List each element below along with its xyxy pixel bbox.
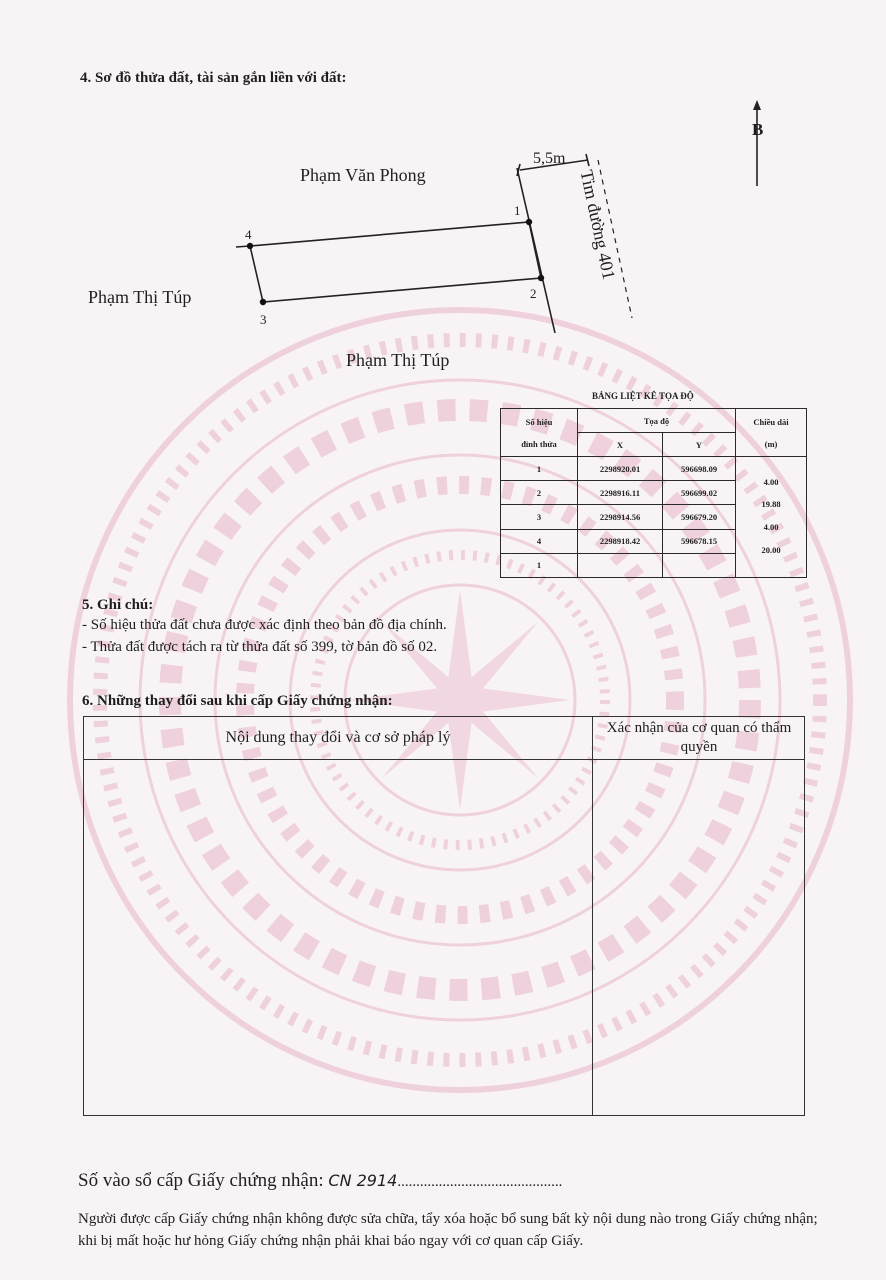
point-3-marker <box>260 299 266 305</box>
section-4-title: 4. Sơ đồ thửa đất, tài sản gắn liền với đất: <box>80 70 347 86</box>
coord-header-point: Số hiệu đỉnh thửa <box>501 409 578 457</box>
table-row: 4 2298918.42 596678.15 <box>501 529 807 553</box>
coord-header-x: X <box>578 433 663 457</box>
table-row: 2 2298916.11 596699.02 <box>501 481 807 505</box>
point-2-marker <box>538 275 544 281</box>
point-label-4: 4 <box>245 227 252 242</box>
coord-table-title: BẢNG LIỆT KÊ TỌA ĐỘ <box>592 391 694 401</box>
registry-label: Số vào sổ cấp Giấy chứng nhận: <box>78 1170 324 1191</box>
point-label-3: 3 <box>260 312 267 327</box>
length-1-2: 4.00 <box>763 477 779 487</box>
road-distance-label: 5,5m <box>533 150 566 167</box>
point-label-2: 2 <box>530 286 537 301</box>
coord-header-y: Y <box>663 433 736 457</box>
length-column <box>736 457 807 578</box>
length-2-3: 19.88 <box>761 499 781 509</box>
north-label: B <box>752 120 764 139</box>
coord-header-coord: Tọa độ <box>578 409 736 433</box>
changes-content-header: Nội dung thay đổi và cơ sở pháp lý <box>225 729 451 746</box>
length-4-1: 20.00 <box>761 545 781 555</box>
point-label-1: 1 <box>514 203 521 218</box>
point-1-marker <box>526 219 532 225</box>
changes-table <box>83 716 805 1116</box>
section-6-title: 6. Những thay đổi sau khi cấp Giấy chứng nhận: <box>82 693 393 709</box>
section-5-title: 5. Ghi chú: <box>82 597 154 613</box>
table-row: 1 2298920.01 596698.09 4.00 19.88 4.00 20.00 <box>501 457 807 481</box>
registry-dots: ............................................ <box>397 1174 563 1190</box>
registry-line <box>78 1170 562 1192</box>
note-1: - Số hiệu thửa đất chưa được xác định theo bản đồ địa chính. <box>82 617 447 633</box>
table-row: 1 <box>501 553 807 577</box>
coord-table <box>500 408 807 578</box>
column-divider <box>592 717 593 1115</box>
neighbor-top: Phạm Văn Phong <box>300 165 426 185</box>
note-2: - Thửa đất được tách ra từ thửa đất số 399, tờ bản đồ số 02. <box>82 639 438 655</box>
table-row: 3 2298914.56 596679.20 <box>501 505 807 529</box>
neighbor-bottom: Phạm Thị Túp <box>346 350 450 370</box>
road-name-label: Tim đường 401 <box>576 168 620 282</box>
road-edge <box>517 168 555 333</box>
registry-number: CN 2914 <box>328 1171 398 1190</box>
header-divider <box>84 759 804 760</box>
changes-confirmation-header: Xác nhận của cơ quan có thẩm quyền <box>606 720 792 755</box>
length-3-4: 4.00 <box>763 522 779 532</box>
warning-text: Người được cấp Giấy chứng nhận không được sửa chữa, tẩy xóa hoặc bổ sung bất kỳ nội dung nào trong Giấy chứng nhận; khi bị mất hoặc hư hỏng Giấy chứng nhận phải khai báo ngay với cơ quan cấp Giấy. <box>78 1211 818 1249</box>
coord-header-length: Chiều dài (m) <box>736 409 807 457</box>
plot-outline <box>250 222 541 302</box>
neighbor-left: Phạm Thị Túp <box>88 287 192 307</box>
point-4-marker <box>247 243 253 249</box>
